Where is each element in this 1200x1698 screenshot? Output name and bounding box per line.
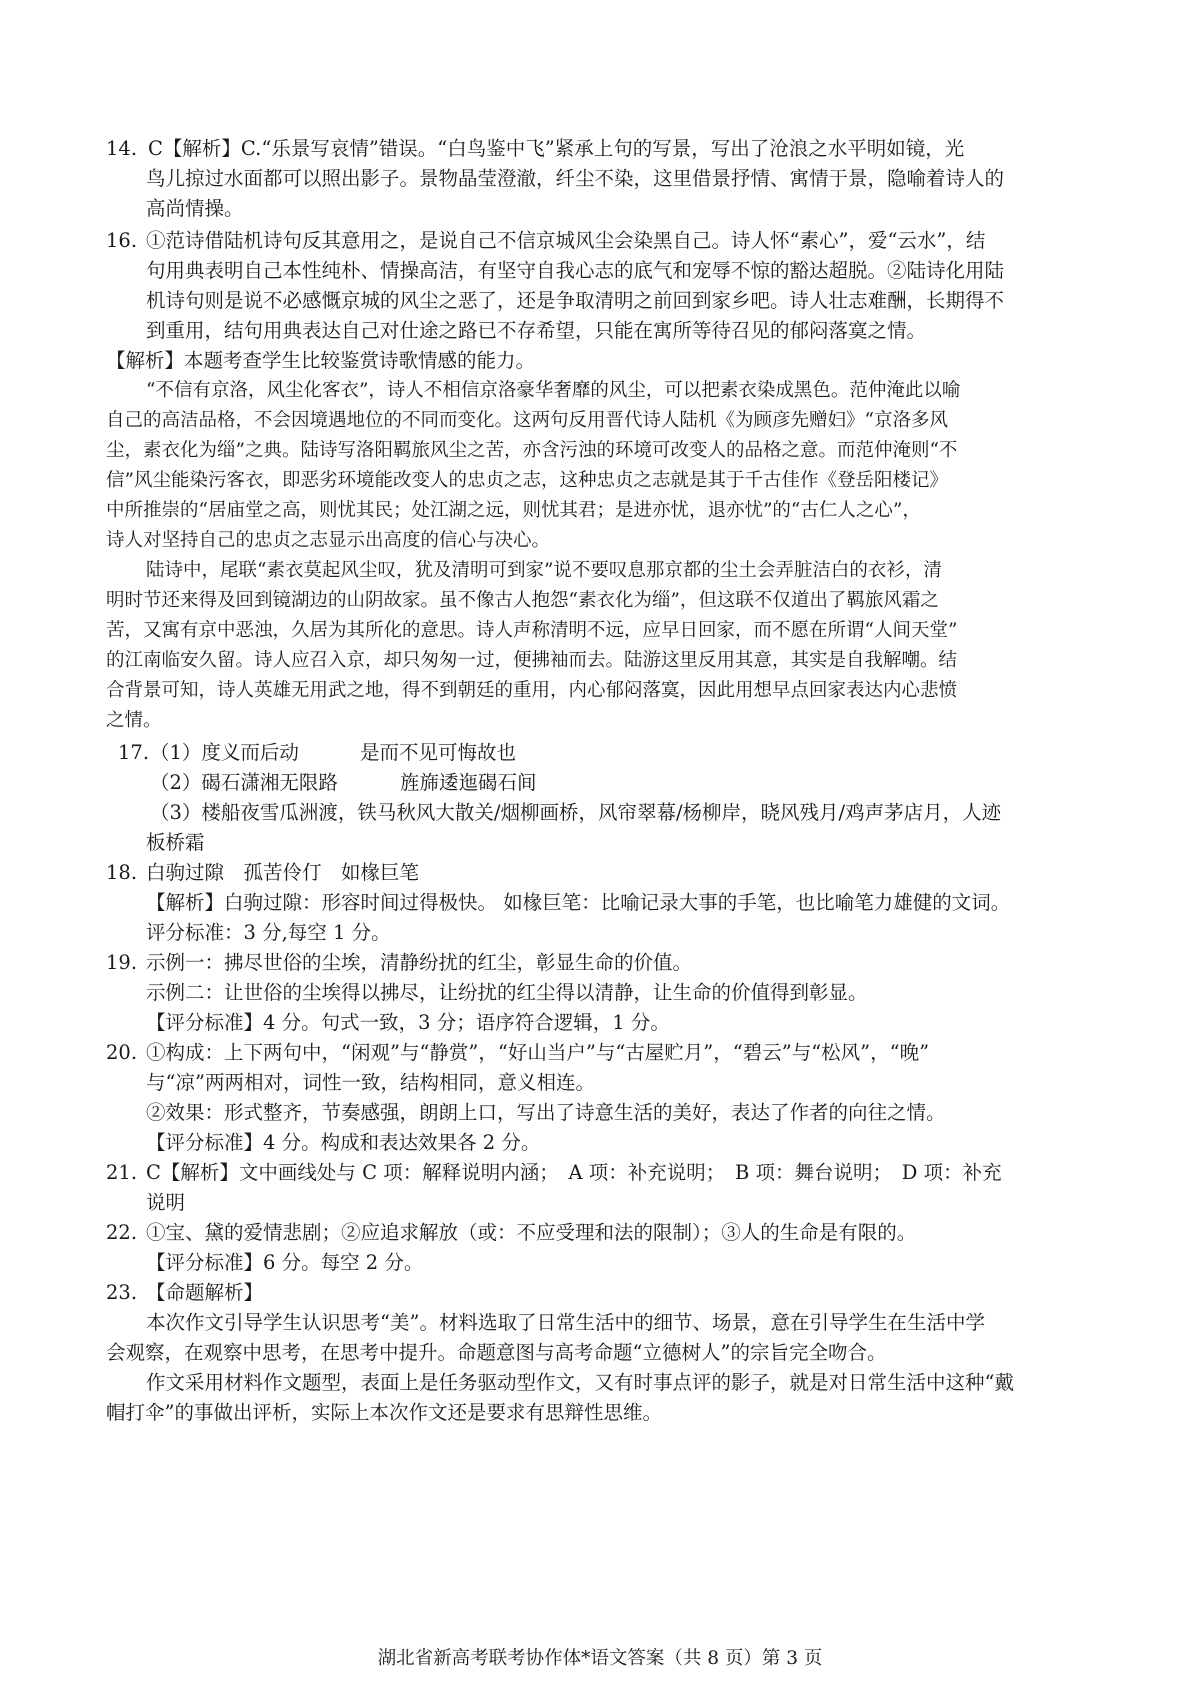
- question-20-scoring: 【评分标准】4 分。构成和表达效果各 2 分。: [146, 1131, 541, 1154]
- analysis-paragraph-2-line-2: 明时节还来得及回到镜湖边的山阴故家。虽不像古人抱怨“素衣化为缁”，但这联不仅道出了羁旅风霜之: [106, 590, 939, 611]
- analysis-paragraph-1-line-4: 信”风尘能染污客衣，即恶劣环境能改变人的忠贞之志，这种忠贞之志就是其于千古佳作《登岳阳楼记》: [106, 470, 948, 491]
- question-16-line-2: 句用典表明自己本性纯朴、情操高洁，有坚守自我心志的底气和宠辱不惊的豁达超脱。②陆诗化用陆: [146, 259, 1005, 282]
- analysis-paragraph-1-line-2: 自己的高洁品格，不会因境遇地位的不同而变化。这两句反用晋代诗人陆机《为顾彦先赠妇》“京洛多风: [106, 410, 948, 431]
- analysis-paragraph-2-line-3: 苦，又寓有京中恶浊，久居为其所化的意思。诗人声称清明不远，应早日回家，而不愿在所谓“人间天堂”: [106, 620, 958, 641]
- question-14-line-1: C【解析】C.“乐景写哀情”错误。“白鸟鉴中飞”紧承上句的写景，写出了沧浪之水平明如镜，光: [148, 137, 965, 160]
- question-18-number: 18.: [106, 861, 138, 884]
- question-20-line-1: ①构成：上下两句中，“闲观”与“静赏”，“好山当户”与“古屋贮月”，“碧云”与“松风”，“晚”: [146, 1041, 930, 1064]
- question-22-number: 22.: [106, 1221, 138, 1244]
- question-14-line-3: 高尚情操。: [146, 197, 244, 220]
- analysis-paragraph-2-line-5: 合背景可知，诗人英雄无用武之地，得不到朝廷的重用，内心郁闷落寞，因此用想早点回家表达内心悲愤: [106, 680, 958, 701]
- question-20-number: 20.: [106, 1041, 138, 1064]
- question-22-scoring: 【评分标准】6 分。每空 2 分。: [146, 1251, 424, 1274]
- question-14-number: 14.: [106, 137, 138, 160]
- question-19-number: 19.: [106, 951, 138, 974]
- question-18-answer: 白驹过隙 孤苦伶仃 如椽巨笔: [146, 861, 420, 884]
- question-17-item-2-first: （2）碣石潇湘无限路: [150, 771, 338, 794]
- question-17-item-2-second: 旌旆逶迤碣石间: [400, 771, 537, 794]
- question-22-answer: ①宝、黛的爱情悲剧；②应追求解放（或：不应受理和法的限制）；③人的生命是有限的。: [146, 1221, 917, 1244]
- question-16-line-3: 机诗句则是说不必感慨京城的风尘之恶了，还是争取清明之前回到家乡吧。诗人壮志难酬，长期得不: [146, 289, 1005, 312]
- analysis-paragraph-1-line-6: 诗人对坚持自己的忠贞之志显示出高度的信心与决心。: [106, 530, 551, 551]
- question-14-line-2: 鸟儿掠过水面都可以照出影子。景物晶莹澄澈，纤尘不染，这里借景抒情、寓情于景，隐喻着诗人的: [146, 167, 1005, 190]
- question-21-line-2: 说明: [146, 1191, 186, 1214]
- analysis-paragraph-1-line-5: 中所推崇的“居庙堂之高，则忧其民；处江湖之远，则忧其君；是进亦忧，退亦忧”的“古仁人之心”，: [106, 500, 921, 521]
- analysis-paragraph-1-line-3: 尘，素衣化为缁”之典。陆诗写洛阳羁旅风尘之苦，亦含污浊的环境可改变人的品格之意。而范仲淹则“不: [106, 440, 958, 461]
- question-20-line-3: ②效果：形式整齐，节奏感强，朗朗上口，写出了诗意生活的美好，表达了作者的向往之情。: [146, 1101, 946, 1124]
- question-16-line-1: ①范诗借陆机诗句反其意用之，是说自己不信京城风尘会染黑自己。诗人怀“素心”，爱“云水”，结: [146, 229, 986, 252]
- question-16-analysis-heading: 【解析】本题考查学生比较鉴赏诗歌情感的能力。: [106, 349, 536, 372]
- analysis-paragraph-2-line-6: 之情。: [106, 710, 162, 731]
- page-footer: 湖北省新高考联考协作体*语文答案（共 8 页）第 3 页: [377, 1648, 823, 1669]
- analysis-paragraph-2-line-4: 的江南临安久留。诗人应召入京，却只匆匆一过，便拂袖而去。陆游这里反用其意，其实是自我解嘲。结: [106, 650, 958, 671]
- question-17-item-3-line-1: （3）楼船夜雪瓜洲渡，铁马秋风大散关/烟柳画桥，风帘翠幕/杨柳岸，晓风残月/鸡声茅店月，人迹: [150, 801, 1002, 824]
- question-20-line-2: 与“凉”两两相对，词性一致，结构相同，意义相连。: [146, 1071, 595, 1094]
- question-17-item-3-line-2: 板桥霜: [146, 831, 205, 854]
- question-23-heading: 【命题解析】: [146, 1281, 264, 1304]
- question-19-scoring: 【评分标准】4 分。句式一致，3 分；语序符合逻辑，1 分。: [146, 1011, 670, 1034]
- question-19-example-1: 示例一：拂尽世俗的尘埃，清静纷扰的红尘，彰显生命的价值。: [146, 951, 693, 974]
- question-16-line-4: 到重用，结句用典表达自己对仕途之路已不存希望，只能在寓所等待召见的郁闷落寞之情。: [146, 319, 927, 342]
- question-19-example-2: 示例二：让世俗的尘埃得以拂尽，让纷扰的红尘得以清静，让生命的价值得到彰显。: [146, 981, 868, 1004]
- question-23-number: 23.: [106, 1281, 138, 1304]
- question-23-paragraph-2-line-1: 作文采用材料作文题型，表面上是任务驱动型作文，又有时事点评的影子，就是对日常生活中这种“戴: [146, 1371, 1014, 1394]
- question-23-paragraph-1-line-1: 本次作文引导学生认识思考“美”。材料选取了日常生活中的细节、场景，意在引导学生在生活中学: [146, 1311, 985, 1334]
- question-17-item-1-second: 是而不见可悔故也: [360, 741, 517, 764]
- analysis-paragraph-1-line-1: “不信有京洛，风尘化客衣”，诗人不相信京洛豪华奢靡的风尘，可以把素衣染成黑色。范仲淹此以喻: [146, 380, 961, 401]
- question-17-number: 17.: [118, 741, 150, 764]
- question-21-line-1: C【解析】文中画线处与 C 项：解释说明内涵； A 项：补充说明； B 项：舞台说明； D 项：补充: [146, 1161, 1002, 1184]
- question-23-paragraph-2-line-2: 帽打伞”的事做出评析，实际上本次作文还是要求有思辩性思维。: [106, 1401, 662, 1424]
- question-17-item-1-first: （1）度义而后动: [150, 741, 299, 764]
- question-18-analysis: 【解析】白驹过隙：形容时间过得极快。 如椽巨笔：比喻记录大事的手笔，也比喻笔力雄健的文词。: [146, 891, 1011, 914]
- question-23-paragraph-1-line-2: 会观察，在观察中思考，在思考中提升。命题意图与高考命题“立德树人”的宗旨完全吻合。: [106, 1341, 887, 1364]
- question-21-number: 21.: [106, 1161, 138, 1184]
- analysis-paragraph-2-line-1: 陆诗中，尾联“素衣莫起风尘叹，犹及清明可到家”说不要叹息那京都的尘土会弄脏洁白的衣衫，清: [146, 560, 942, 581]
- question-16-number: 16.: [106, 229, 138, 252]
- question-18-scoring: 评分标准：3 分,每空 1 分。: [146, 921, 391, 944]
